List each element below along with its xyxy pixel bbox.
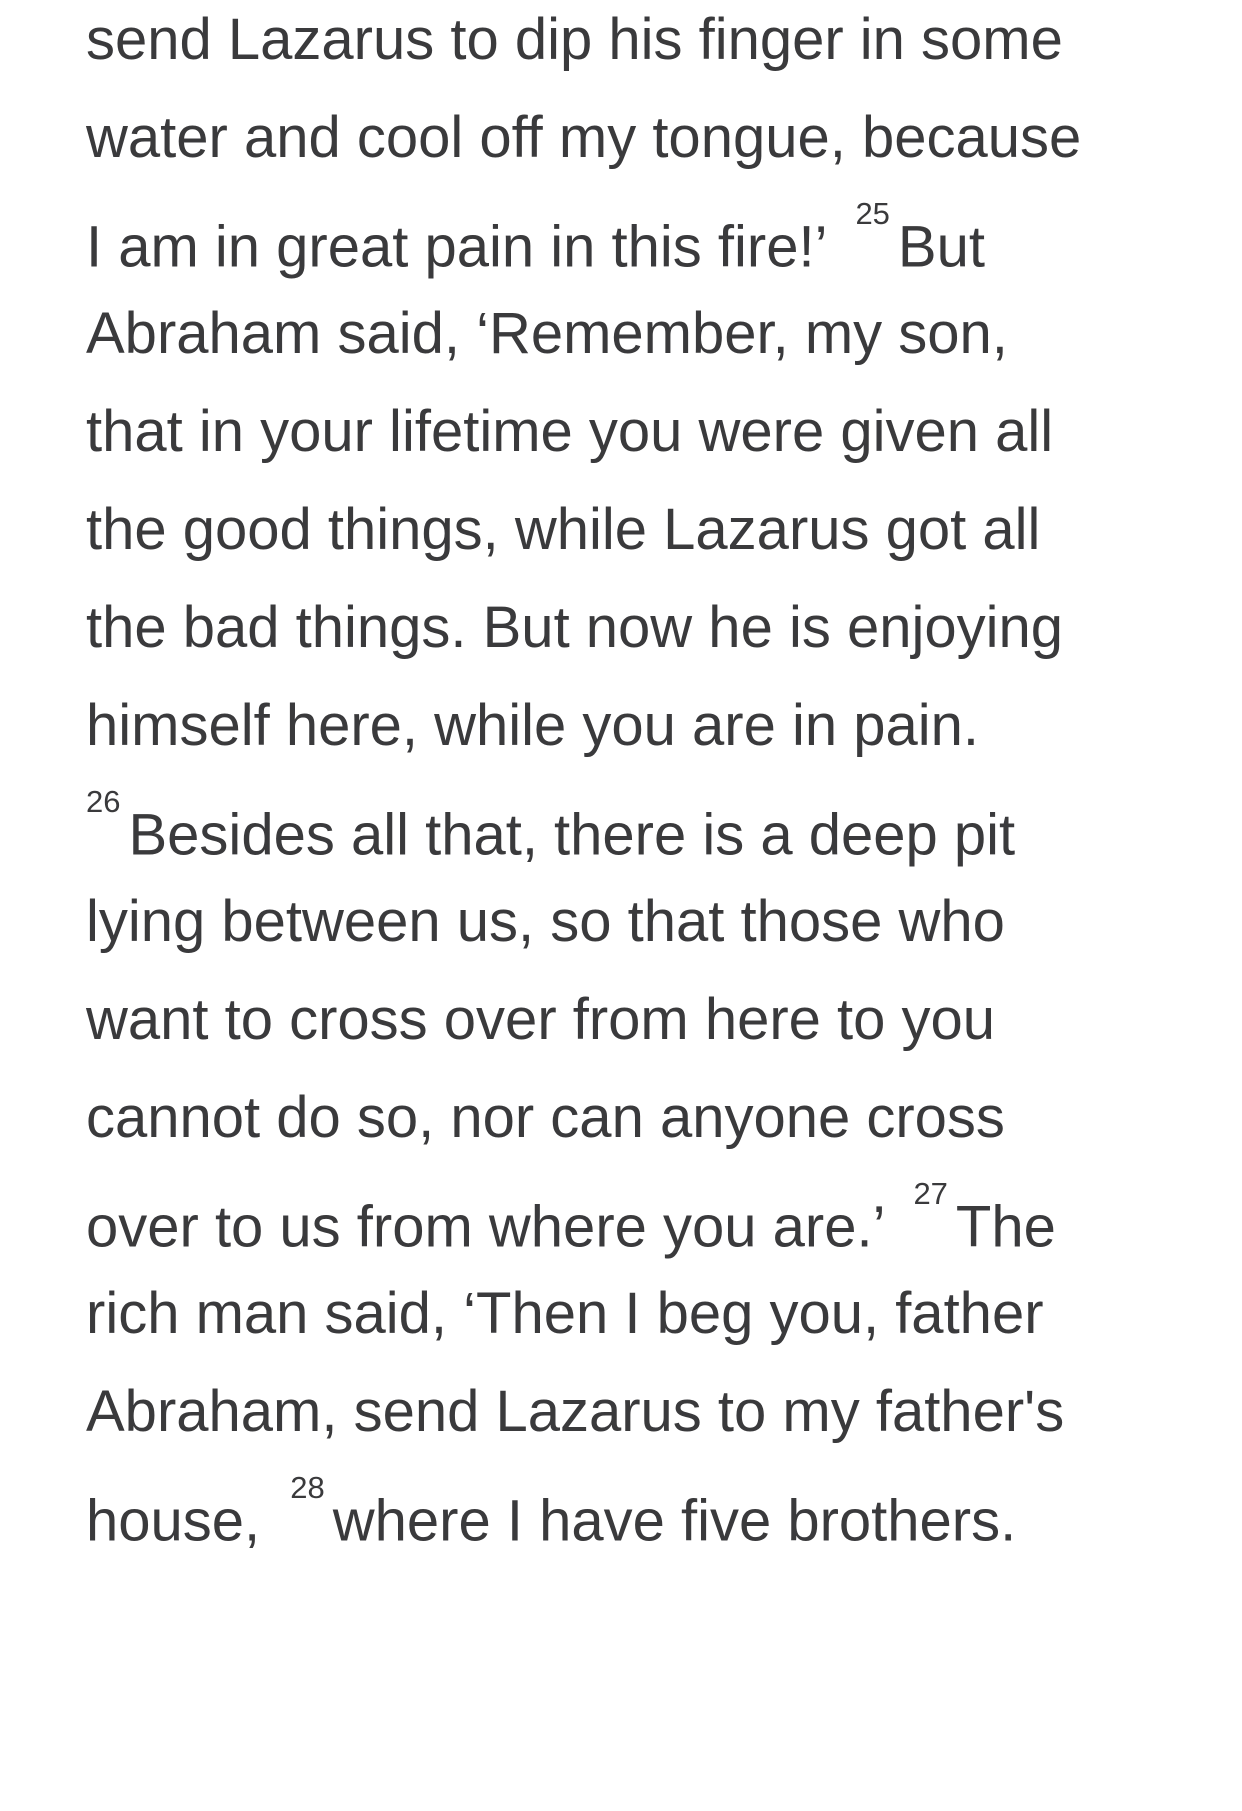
passage-line	[86, 784, 1016, 868]
passage-text: The	[955, 1194, 1056, 1260]
passage-text: cannot do so, nor can anyone cross	[86, 1085, 1005, 1150]
passage-text: But	[897, 214, 985, 280]
passage-text: himself here, while you are in pain.	[86, 693, 980, 758]
passage-text: rich man said, ‘Then I beg you, father	[86, 1281, 1044, 1346]
verse-number-26: 26	[86, 784, 121, 819]
verse-number-25: 25	[855, 196, 890, 231]
passage-text: the bad things. But now he is enjoying	[86, 595, 1063, 660]
passage-text: want to cross over from here to you	[86, 987, 996, 1052]
passage-line	[86, 392, 1053, 472]
passage-line	[86, 686, 979, 766]
passage-text: house,	[86, 1488, 261, 1554]
passage-text: water and cool off my tongue, because	[86, 105, 1082, 170]
passage-line	[86, 1176, 1056, 1260]
passage-text: Besides all that, there is a deep pit	[128, 802, 1016, 868]
passage-line	[86, 588, 1063, 668]
passage-text: the good things, while Lazarus got all	[86, 497, 1041, 562]
verse-number-28: 28	[290, 1470, 325, 1505]
passage-text: I am in great pain in this fire!’	[86, 214, 826, 280]
passage-text: Abraham, send Lazarus to my father's	[86, 1379, 1065, 1444]
passage-line	[86, 294, 1008, 374]
passage-text: over to us from where you are.’	[86, 1194, 884, 1260]
passage-line	[86, 490, 1040, 570]
passage-text: send Lazarus to dip his finger in some	[86, 7, 1063, 72]
passage-line	[86, 0, 1063, 80]
passage-line	[86, 98, 1081, 178]
passage-line	[86, 882, 1005, 962]
passage-text: where I have five brothers.	[332, 1488, 1017, 1554]
passage-line	[86, 1470, 1017, 1554]
passage-text: lying between us, so that those who	[86, 889, 1005, 954]
passage-text: Abraham said, ‘Remember, my son,	[86, 301, 1008, 366]
passage-line	[86, 196, 985, 280]
passage-line	[86, 1078, 1005, 1158]
passage-line	[86, 1274, 1044, 1354]
verse-number-27: 27	[913, 1176, 948, 1211]
passage-line	[86, 1372, 1064, 1452]
passage-text: that in your lifetime you were given all	[86, 399, 1054, 464]
passage-line	[86, 980, 995, 1060]
